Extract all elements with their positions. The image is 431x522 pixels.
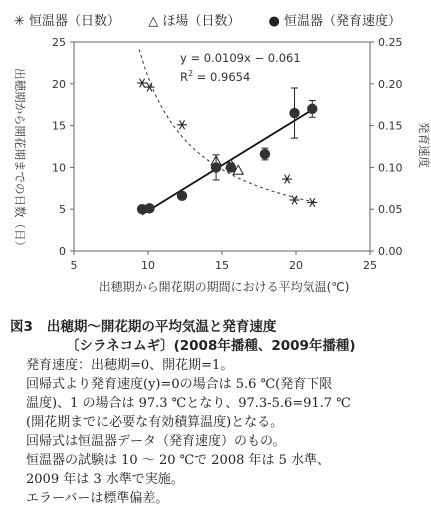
caption-subtitle: 〔シラネコムギ〕(2008年播種、2009年播種) <box>66 338 356 354</box>
y2-tick-label: 0.20 <box>378 77 403 91</box>
y2-tick-label: 0.05 <box>378 203 403 217</box>
y-tick-label: 0 <box>59 245 66 258</box>
note-line: 発育速度：出穂期=0、開花期=1。 <box>26 358 234 373</box>
circle-point <box>289 88 299 138</box>
y2-tick-label: 0.00 <box>378 245 403 258</box>
r-squared: $R^2 = 0.9654$ <box>180 69 251 84</box>
circle-point <box>177 191 187 201</box>
caption-title-text: 出穂期～開花期の平均気温と発育速度 <box>46 319 277 335</box>
x-tick-label: 15 <box>215 259 229 272</box>
regression-line <box>142 110 312 215</box>
legend-label: 恒温器（日数） <box>29 14 121 29</box>
regression-equation: y = 0.0109x − 0.061 <box>180 51 301 65</box>
legend-item-circle: ● 恒温器（発育速度） <box>268 14 401 29</box>
note-line: 回帰式より発育速度(y)=0の場合は 5.6 ℃(発育下限 <box>26 377 333 392</box>
legend-label: 恒温器（発育速度） <box>283 14 401 29</box>
y2-axis-label: 発育速度 <box>417 122 431 168</box>
circle-point <box>211 155 221 180</box>
asterisk-point <box>177 120 187 129</box>
x-tick-label: 25 <box>363 259 377 272</box>
data-marks <box>137 79 318 215</box>
y-axis-label: 出穂期から開花期までの日数（日） <box>13 68 27 252</box>
circle-point <box>144 203 154 213</box>
legend-item-asterisk: ✳ 恒温器（日数） <box>14 14 121 29</box>
note-line: 温度)、1 の場合は 97.3 ℃となり、97.3-5.6=91.7 ℃ <box>26 396 351 411</box>
circle-point <box>260 148 270 160</box>
y2-tick-label: 0.10 <box>378 161 403 175</box>
asterisk-point <box>307 198 317 207</box>
figure-number: 図3 <box>10 319 33 335</box>
y-tick-label: 15 <box>52 119 66 133</box>
y-tick-label: 25 <box>52 36 66 49</box>
circle-point <box>307 101 317 118</box>
x-tick-label: 10 <box>141 259 155 272</box>
legend-label: ほ場（日数） <box>162 14 241 29</box>
y-tick-label: 5 <box>59 203 66 217</box>
legend-item-triangle: △ ほ場（日数） <box>148 14 241 29</box>
y2-tick-label: 0.25 <box>378 36 403 49</box>
note-line: 2009 年は 3 水準で実施。 <box>26 472 184 487</box>
figure-caption <box>10 318 425 508</box>
asterisk-point <box>282 175 292 184</box>
y2-tick-label: 0.15 <box>378 119 403 133</box>
note-line: エラーバーは標準偏差。 <box>26 491 169 506</box>
note-line: (開花期までに必要な有効積算温度)となる。 <box>26 415 284 430</box>
note-line: 回帰式は恒温器データ（発育速度）のもの。 <box>26 434 286 449</box>
caption-title <box>10 318 425 337</box>
x-tick-label: 20 <box>289 259 303 272</box>
caption-notes <box>10 356 425 508</box>
legend <box>14 10 425 29</box>
y-tick-label: 10 <box>52 161 66 175</box>
y-tick-label: 20 <box>52 77 66 91</box>
asterisk-point <box>137 79 147 88</box>
note-line: 恒温器の試験は 10 ～ 20 ℃で 2008 年は 5 水準、 <box>26 453 331 468</box>
x-axis-label: 出穂期から開花期の期間における平均気温(℃) <box>98 280 350 294</box>
circle-point <box>226 162 236 172</box>
x-tick-label: 5 <box>70 259 78 272</box>
